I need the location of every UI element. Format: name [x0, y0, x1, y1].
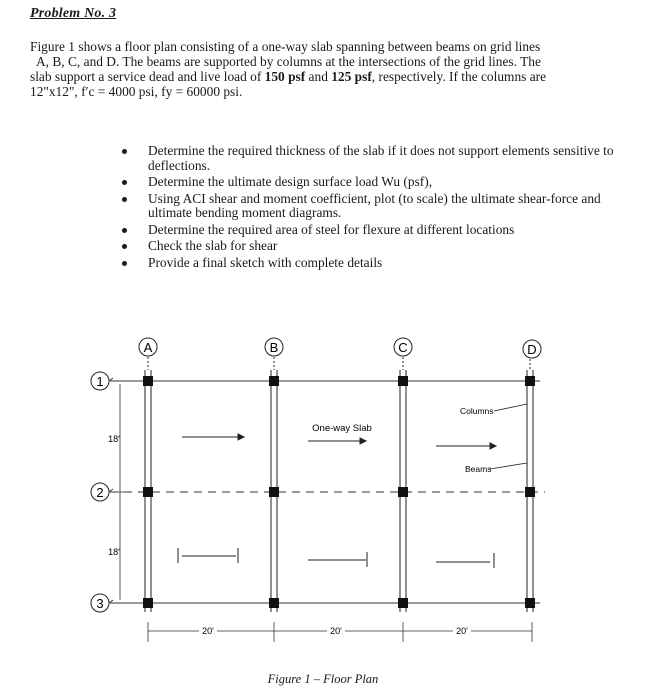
grid-label-a: A	[143, 340, 153, 355]
description-line-3c: , respectively. If the columns are	[371, 69, 547, 84]
column	[525, 598, 535, 608]
description-line-4: 12"x12", f′c = 4000 psi, fy = 60000 psi.	[30, 84, 243, 99]
column	[143, 376, 153, 386]
grid-label-3: 3	[96, 596, 104, 611]
slab-label: One-way Slab	[312, 423, 372, 434]
column	[269, 487, 279, 497]
grid-bubble-1	[91, 372, 109, 390]
beam-c	[400, 357, 406, 612]
row-dimension	[116, 381, 124, 603]
column	[525, 376, 535, 386]
columns-label: Columns	[460, 406, 494, 416]
columns-leader	[494, 404, 527, 411]
task-item: Determine the ultimate design surface load Wu (psf),	[122, 175, 622, 190]
task-item: Check the slab for shear	[122, 239, 622, 254]
column	[143, 487, 153, 497]
column	[525, 487, 535, 497]
grid-bubble-2	[91, 483, 109, 501]
description-line-1: Figure 1 shows a floor plan consisting of a one-way slab spanning between beams on grid lines	[30, 39, 541, 54]
bay-width-label-ab: 20'	[202, 626, 214, 636]
figure-caption: Figure 1 – Floor Plan	[267, 672, 379, 686]
problem-title: Problem No. 3	[30, 6, 117, 21]
grid-bubble-3	[91, 594, 109, 612]
description-line-2: A, B, C, and D. The beams are supported by columns at the intersections of the grid lines. The	[36, 54, 541, 69]
grid-label-2: 2	[96, 485, 104, 500]
description-line-3b: and	[305, 69, 332, 84]
column	[398, 598, 408, 608]
bay-width-label-cd: 20'	[456, 626, 468, 636]
task-item: Using ACI shear and moment coefficient, plot (to scale) the ultimate shear-force and ultimate bending moment diagrams.	[122, 192, 623, 221]
beam-b	[271, 357, 277, 612]
column	[398, 487, 408, 497]
grid-bubble-b	[265, 338, 283, 356]
grid-bubble-d	[523, 340, 541, 358]
row-spacing-label-1: 18'	[108, 434, 120, 444]
task-item: Determine the required area of steel for flexure at different locations	[122, 223, 622, 238]
column	[269, 598, 279, 608]
span-arrows	[178, 434, 496, 568]
column	[398, 376, 408, 386]
grid-label-c: C	[398, 340, 408, 355]
beam-d	[527, 359, 533, 612]
column	[143, 598, 153, 608]
grid-bubble-c	[394, 338, 412, 356]
grid-label-d: D	[527, 342, 537, 357]
task-item: Determine the required thickness of the slab if it does not support elements sensitive to deflections.	[122, 144, 618, 173]
grid-bubble-a	[139, 338, 157, 356]
task-item: Provide a final sketch with complete details	[122, 256, 622, 271]
grid-label-1: 1	[96, 374, 104, 389]
column	[269, 376, 279, 386]
grid-label-b: B	[269, 340, 279, 355]
beams-leader	[490, 463, 527, 469]
dead-load-value: 150 psf	[264, 69, 306, 84]
live-load-value: 125 psf	[331, 69, 372, 84]
beam-a	[145, 357, 151, 612]
description-line-3a: slab support a service dead and live load of	[30, 69, 265, 84]
bay-width-label-bc: 20'	[330, 626, 342, 636]
row-spacing-label-2: 18'	[108, 547, 120, 557]
beams-label: Beams	[465, 464, 492, 474]
